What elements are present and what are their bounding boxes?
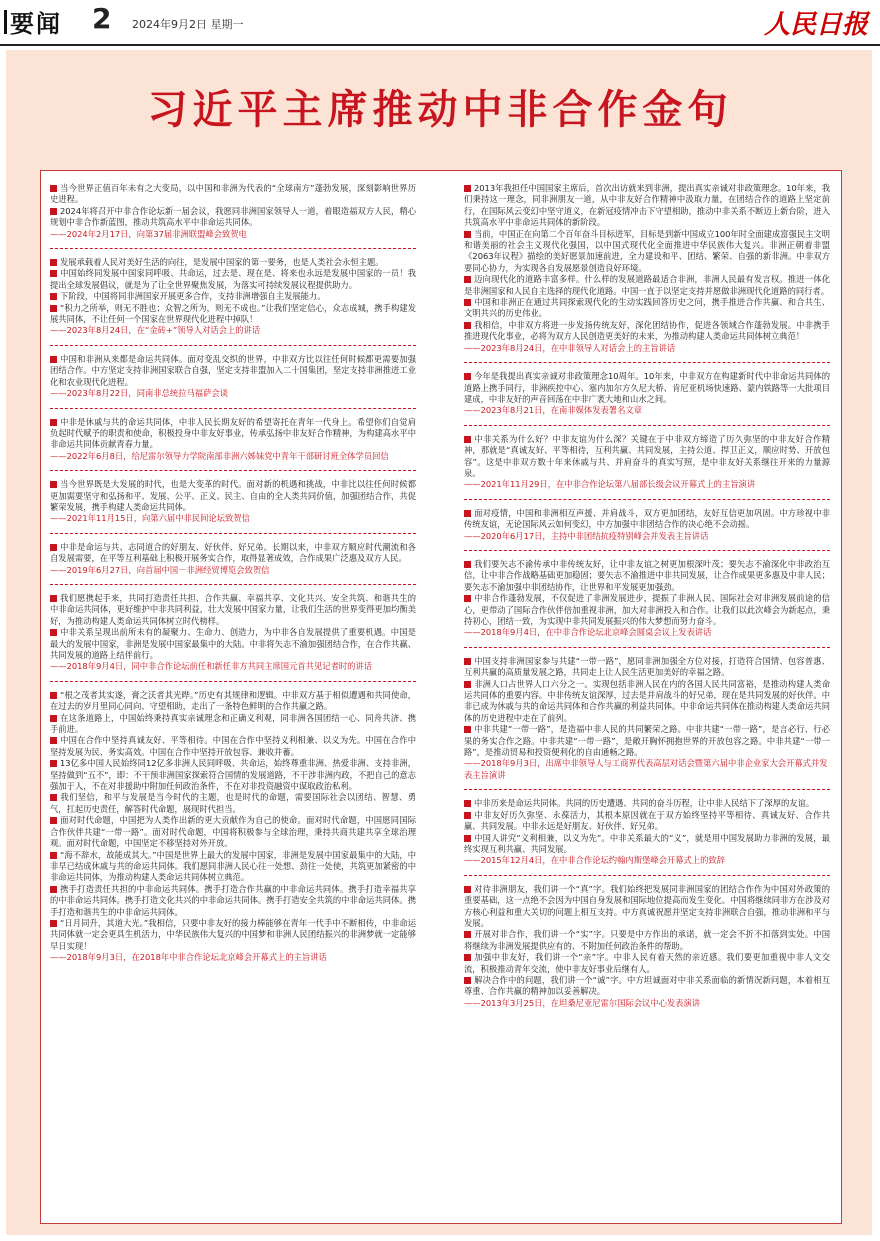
quote-paragraph: 13亿多中国人民始终同12亿多非洲人民同呼吸、共命运，始终尊重非洲、热爱非洲、支持非洲，坚持做到“五不”，即：不干预非洲国家探索符合国情的发展道路，不干涉非洲内政，不把自己的意志强加于人，不在对非援助中附加任何政治条件，不在对非投资融资中谋取政治私利。: [50, 758, 416, 792]
quotes-column-left: [50, 183, 416, 972]
quote-source: ——2024年2月17日，向第37届非洲联盟峰会致贺电: [50, 228, 247, 239]
quote-paragraph: 非洲人口占世界人口六分之一。实现包括非洲人民在内的各国人民共同富裕，是推动构建人类命运共同体的重要内容。中非传统友谊深厚，过去是并肩战斗的好兄弟，现在是共同发展的好伙伴。中非已成为休戚与共的命运共同体和合作共赢的利益共同体。中非命运共同体在推动构建人类命运共同体的历史进程中走在了前列。: [464, 678, 830, 723]
quote-paragraph: 中非历来是命运共同体。共同的历史遭遇、共同的奋斗历程，让中非人民结下了深厚的友谊。: [464, 798, 830, 809]
quote-paragraph: 中非关系为什么好？中非友谊为什么深？关键在于中非双方缔造了历久弥坚的中非友好合作精神，那就是“真诚友好、平等相待，互利共赢、共同发展，主持公道、捍卫正义，顺应时势、开放包容”。这是中非双方数十年来休戚与共、并肩奋斗的真实写照，是中非友好关系继往开来的力量源泉。: [464, 433, 830, 478]
quote-paragraph: 2024年将召开中非合作论坛新一届会议，我愿同非洲国家领导人一道，着眼造福双方人民，精心规划中非合作新蓝图，推动共筑高水平中非命运共同体。: [50, 205, 416, 228]
quote-source: ——2019年6月27日，向首届中国－非洲经贸博览会致贺信: [50, 564, 270, 575]
quote-paragraph: 在这条道路上，中国始终秉持真实亲诚理念和正确义利观，同非洲各国团结一心、同舟共济、携手前进。: [50, 712, 416, 735]
quote-paragraph: “海不辞水，故能成其大。”中国是世界上最大的发展中国家，非洲是发展中国家最集中的大陆，中非早已结成休戚与共的命运共同体。我们愿同非洲人民心往一处想、劲往一处使，共筑更加紧密的中非命运共同体，为推动构建人类命运共同体树立典范。: [50, 849, 416, 883]
quote-paragraph: 中国始终同发展中国家同呼吸、共命运，过去是、现在是、将来也永远是发展中国家的一员！我提出全球发展倡议，就是为了让全世界聚焦发展，为落实可持续发展议程提供助力。: [50, 268, 416, 290]
quote-block: [464, 371, 830, 417]
quote-paragraph: 中非是命运与共、志同道合的好朋友、好伙伴、好兄弟。长期以来，中非双方顺应时代潮流和各自发展需要，在平等互利基础上积极开展务实合作，取得显著成效，合作成果广泛惠及双方人民。: [50, 541, 416, 564]
quote-divider: [464, 647, 830, 648]
quote-block: [50, 417, 416, 463]
quote-block: [464, 183, 830, 354]
quote-block: [464, 434, 830, 491]
page-header: [0, 0, 880, 46]
page-number: 2: [92, 2, 112, 35]
quote-divider: [50, 584, 416, 585]
quote-block: [50, 690, 416, 964]
quote-block: [50, 354, 416, 400]
quote-paragraph: 加强中非友好，我们讲一个“亲”字。中非人民有着天然的亲近感。我们要更加重视中非人文交流，积极推动青年交流，使中非友好事业后继有人。: [464, 952, 830, 974]
quote-paragraph: 解决合作中的问题，我们讲一个“诚”字。中方坦诚面对中非关系面临的新情况新问题，本着相互尊重、合作共赢的精神加以妥善解决。: [464, 974, 830, 997]
quote-paragraph: 面对时代命题，中国把为人类作出新的更大贡献作为自己的使命。面对时代命题，中国愿同国际合作伙伴共建“一带一路”。面对时代命题，中国将积极参与全球治理，秉持共商共建共享全球治理观。面对时代命题，中国坚定不移坚持对外开放。: [50, 815, 416, 849]
quote-paragraph: 中非合作蓬勃发展，不仅促进了非洲发展进步，提振了非洲人民、国际社会对非洲发展前途的信心，更带动了国际合作伙伴倍加重视非洲，加大对非洲投入和合作。让我们以此次峰会为新起点，秉持初心，团结一致，为实现中非共同发展振兴的伟大梦想而努力奋斗。: [464, 593, 830, 626]
quote-source: ——2023年8月22日，同南非总统拉马福萨会谈: [50, 388, 228, 399]
quote-block: [464, 798, 830, 866]
quote-divider: [50, 681, 416, 682]
quote-block: [50, 593, 416, 673]
quote-paragraph: 迈向现代化的道路丰富多样。什么样的发展道路最适合非洲，非洲人民最有发言权。推进一体化是非洲国家和人民自主选择的现代化道路。中国一直于以坚定支持并愿做非洲现代化道路的同行者。: [464, 274, 830, 296]
quote-source: ——2013年3月25日，在坦桑尼亚尼雷尔国际会议中心发表演讲: [464, 997, 701, 1008]
quote-paragraph: 中国在合作中坚持真诚友好、平等相待。中国在合作中坚持义利相兼、以义为先。中国在合作中坚持发展为民、务实高效。中国在合作中坚持开放包容、兼收并蓄。: [50, 735, 416, 757]
quote-source: ——2018年9月4日，在中非合作论坛北京峰会圆桌会议上发表讲话: [464, 627, 712, 638]
quote-source: ——2023年8月21日，在南非媒体发表署名文章: [464, 405, 642, 416]
quote-paragraph: “积力之所举，则无不胜也；众智之所为，则无不成也。”让我们坚定信心，众志成城，携手构建发展共同体，不让任何一个国家在世界现代化进程中掉队！: [50, 302, 416, 325]
quote-paragraph: 中非共建“一带一路”，是造福中非人民的共同繁荣之路。中非共建“一带一路”，是言必行、行必果的务实合作之路。中非共建“一带一路”，是敞开胸怀拥抱世界的开放包容之路。中非共建“一带一路”，是推动贸易和投资便利化的自由通畅之路。: [464, 724, 830, 758]
quote-divider: [464, 499, 830, 500]
quote-source: ——2018年9月3日，在2018年中非合作论坛北京峰会开幕式上的主旨讲话: [50, 952, 327, 963]
quote-paragraph: 开展对非合作，我们讲一个“实”字。只要是中方作出的承诺，就一定会不折不扣落到实处。中国将继续为非洲发展提供应有的、不附加任何政治条件的帮助。: [464, 929, 830, 951]
quote-source: ——2021年11月15日，向第六届中非民间论坛致贺信: [50, 513, 250, 524]
quote-paragraph: 我们愿携起手来，共同打造责任共担、合作共赢、幸福共享、文化共兴、安全共筑、和谐共生的中非命运共同体，更好维护中非共同利益，壮大发展中国家力量，让我们生活的世界变得更加均衡美好，为推动构建人类命运共同体树立时代榜样。: [50, 592, 416, 626]
quote-divider: [464, 875, 830, 876]
quote-paragraph: 当前，中国正在向第二个百年奋斗目标进军，目标是到新中国成立100年时全面建成富强民主文明和谐美丽的社会主义现代化强国，以中国式现代化全面推进中华民族伟大复兴。非洲正朝着非盟《2063年议程》描绘的美好愿景加速前进，全力建设和平、团结、繁荣、自强的新非洲。中非双方要同心协力，为实现各自发展愿景创造良好环境。: [464, 228, 831, 273]
quote-block: [50, 542, 416, 576]
quote-paragraph: 中非关系呈现出前所未有的凝聚力、生命力、创造力，为中非各自发展提供了重要机遇。中国是最大的发展中国家，非洲是发展中国家最集中的大陆。中非将矢志不渝加强团结合作，在合作共赢、共同发展的道路上结伴前行。: [50, 627, 416, 660]
quote-paragraph: 中国和非洲从来都是命运共同体。面对变乱交织的世界，中非双方比以往任何时候都更需要加强团结合作。中方坚定支持非洲国家联合自强，坚定支持非盟加入二十国集团，坚定支持非洲推进工业化和农业现代化进程。: [50, 353, 416, 387]
quote-divider: [50, 470, 416, 471]
quote-divider: [464, 550, 830, 551]
quote-paragraph: 中国人讲究“义利相兼，以义为先”。中非关系最大的“义”，就是用中国发展助力非洲的发展，最终实现互利共赢、共同发展。: [464, 832, 830, 854]
quote-divider: [50, 345, 416, 346]
quote-paragraph: 对待非洲朋友，我们讲一个“真”字。我们始终把发展同非洲国家的团结合作作为中国对外政策的重要基础，这一点绝不会因为中国自身发展和国际地位提高而发生变化。中国将继续同非方在涉及对方核心利益和重大关切的问题上相互支持。中方真诚祝愿并坚定支持非洲联合自强，推动非洲和平与发展。: [464, 883, 830, 928]
quote-paragraph: 2013年我担任中国国家主席后，首次出访就来到非洲，提出真实亲诚对非政策理念。10年来，我们秉持这一理念，同非洲朋友一道，从中非友好合作精神中汲取力量，在团结合作的道路上坚定前行，在国际风云变幻中坚守道义，在新冠疫情冲击下守望相助，推动中非关系不断迈上新台阶，进入共筑高水平中非命运共同体的新阶段。: [464, 183, 830, 228]
quote-paragraph: 我们要矢志不渝传承中非传统友好，让中非友谊之树更加根深叶茂；要矢志不渝深化中非政治互信，让中非合作战略基础更加稳固；要矢志不渝推进中非共同发展，让合作成果更多惠及中非人民；要矢志不渝加强中非团结协作，让世界和平发展更加强劲。: [464, 558, 830, 592]
quote-paragraph: 中非友好历久弥坚、永葆活力，其根本原因就在于双方始终坚持平等相待、真诚友好、合作共赢、共同发展。中非永远是好朋友、好伙伴、好兄弟。: [464, 809, 830, 832]
section-marker: [4, 10, 7, 34]
quote-source: ——2023年8月24日，在“金砖+”领导人对话会上的讲话: [50, 325, 261, 336]
quote-paragraph: 当今世界既是大发展的时代，也是大变革的时代。面对新的机遇和挑战，中非比以往任何时候都更加需要坚守和弘扬和平、发展、公平、正义、民主、自由的全人类共同价值，加强团结合作，共促繁荣发展，携手构建人类命运共同体。: [50, 479, 416, 512]
quote-block: [464, 884, 830, 1009]
section-title: 要闻: [10, 10, 62, 38]
quote-source: ——2018年9月4日，同中非合作论坛前任和新任非方共同主席国元首共见记者时的讲话: [50, 661, 373, 672]
quote-paragraph: 中非是休戚与共的命运共同体，中非人民长期友好的希望寄托在青年一代身上。希望你们自觉肩负起时代赋予的职责和使命，积极投身中非友好事业，传承弘扬中非友好合作精神，为构建高水平中非命运共同体贡献青春力量。: [50, 416, 416, 450]
quote-divider: [464, 362, 830, 363]
quote-block: [50, 257, 416, 337]
quote-block: [50, 183, 416, 240]
quote-divider: [50, 533, 416, 534]
quote-block: [50, 479, 416, 525]
quote-paragraph: 当今世界正值百年未有之大变局，以中国和非洲为代表的“全球南方”蓬勃发展，深刻影响世界历史进程。: [50, 183, 416, 205]
quote-paragraph: 我们坚信，和平与发展是当今时代的主题，也是时代的命题，需要国际社会以团结、智慧、勇气，扛起历史责任，解答时代命题，展现时代担当。: [50, 792, 416, 814]
quote-paragraph: 中国和非洲正在通过共同探索现代化的生动实践回答历史之问，携手推进合作共赢、和合共生、文明共兴的历史伟业。: [464, 297, 830, 319]
quote-paragraph: 我相信，中非双方将进一步发扬传统友好，深化团结协作，促进各领域合作蓬勃发展。中非携手推进现代化事业，必将为双方人民创造更美好的未来，为推动构建人类命运共同体树立典范！: [464, 319, 830, 342]
quote-paragraph: 下阶段，中国将同非洲国家开展更多合作，支持非洲增强自主发展能力。: [50, 291, 416, 302]
quote-paragraph: “根之茂者其实遂，膏之沃者其光晔。”历史有其规律和逻辑。中非双方基于相似遭遇和共同使命，在过去的岁月里同心同向、守望相助，走出了一条特色鲜明的合作共赢之路。: [50, 689, 416, 712]
quote-paragraph: 面对疫情，中国和非洲相互声援、并肩战斗，双方更加团结，友好互信更加巩固。中方珍视中非传统友谊，无论国际风云如何变幻，中方加强中非团结合作的决心绝不会动摇。: [464, 507, 830, 530]
quote-paragraph: 发展承载着人民对美好生活的向往，是发展中国家的第一要务，也是人类社会永恒主题。: [50, 257, 416, 268]
quote-source: ——2018年9月3日，出席中非领导人与工商界代表高层对话会暨第六届中非企业家大会开幕式并发表主旨演讲: [464, 758, 828, 780]
quote-divider: [50, 248, 416, 249]
quotes-column-right: [464, 183, 830, 1017]
issue-date: 2024年9月2日 星期一: [132, 18, 244, 31]
feature-headline: 习近平主席推动中非合作金句: [147, 87, 733, 133]
quote-paragraph: 今年是我提出真实亲诚对非政策理念10周年。10年来，中非双方在构建新时代中非命运共同体的道路上携手同行，非洲疾控中心、塞内加尔方久尼大桥、肯尼亚机场快速路、蒙内铁路等一大批项目建成，中非友好的声音回荡在中非广袤大地和山水之间。: [464, 371, 830, 404]
masthead-logo: 人民日报: [763, 10, 868, 40]
quote-divider: [464, 425, 830, 426]
quote-source: ——2020年6月17日，主持中非团结抗疫特别峰会并发表主旨讲话: [464, 530, 709, 541]
quote-source: ——2021年11月29日，在中非合作论坛第八届部长级会议开幕式上的主旨演讲: [464, 479, 756, 490]
quote-paragraph: 携手打造责任共担的中非命运共同体。携手打造合作共赢的中非命运共同体。携手打造幸福共享的中非命运共同体。携手打造文化共兴的中非命运共同体。携手打造安全共筑的中非命运共同体。携手打造和谐共生的中非命运共同体。: [50, 883, 416, 917]
quote-divider: [464, 789, 830, 790]
quote-source: ——2022年6月8日，给尼雷尔领导力学院南部非洲六姊妹党中青年干部研讨班全体学员回信: [50, 450, 389, 461]
quote-block: [464, 508, 830, 542]
quote-paragraph: 中国支持非洲国家参与共建“一带一路”，愿同非洲加强全方位对接，打造符合国情、包容普惠、互利共赢的高质量发展之路，共同走上让人民生活更加美好的幸福之路。: [464, 655, 830, 678]
quote-paragraph: “日月同升，其道大光。”我相信，只要中非友好的接力棒能够在青年一代手中不断相传，中非命运共同体就一定会更具生机活力，中华民族伟大复兴的中国梦和非洲人民团结振兴的非洲梦就一定能够早日实现！: [50, 917, 416, 951]
quote-block: [464, 559, 830, 639]
quote-source: ——2015年12月4日，在中非合作论坛约翰内斯堡峰会开幕式上的致辞: [464, 855, 725, 866]
quote-divider: [50, 408, 416, 409]
quote-source: ——2023年8月24日，在中非领导人对话会上的主旨讲话: [464, 342, 676, 353]
quote-block: [464, 656, 830, 781]
